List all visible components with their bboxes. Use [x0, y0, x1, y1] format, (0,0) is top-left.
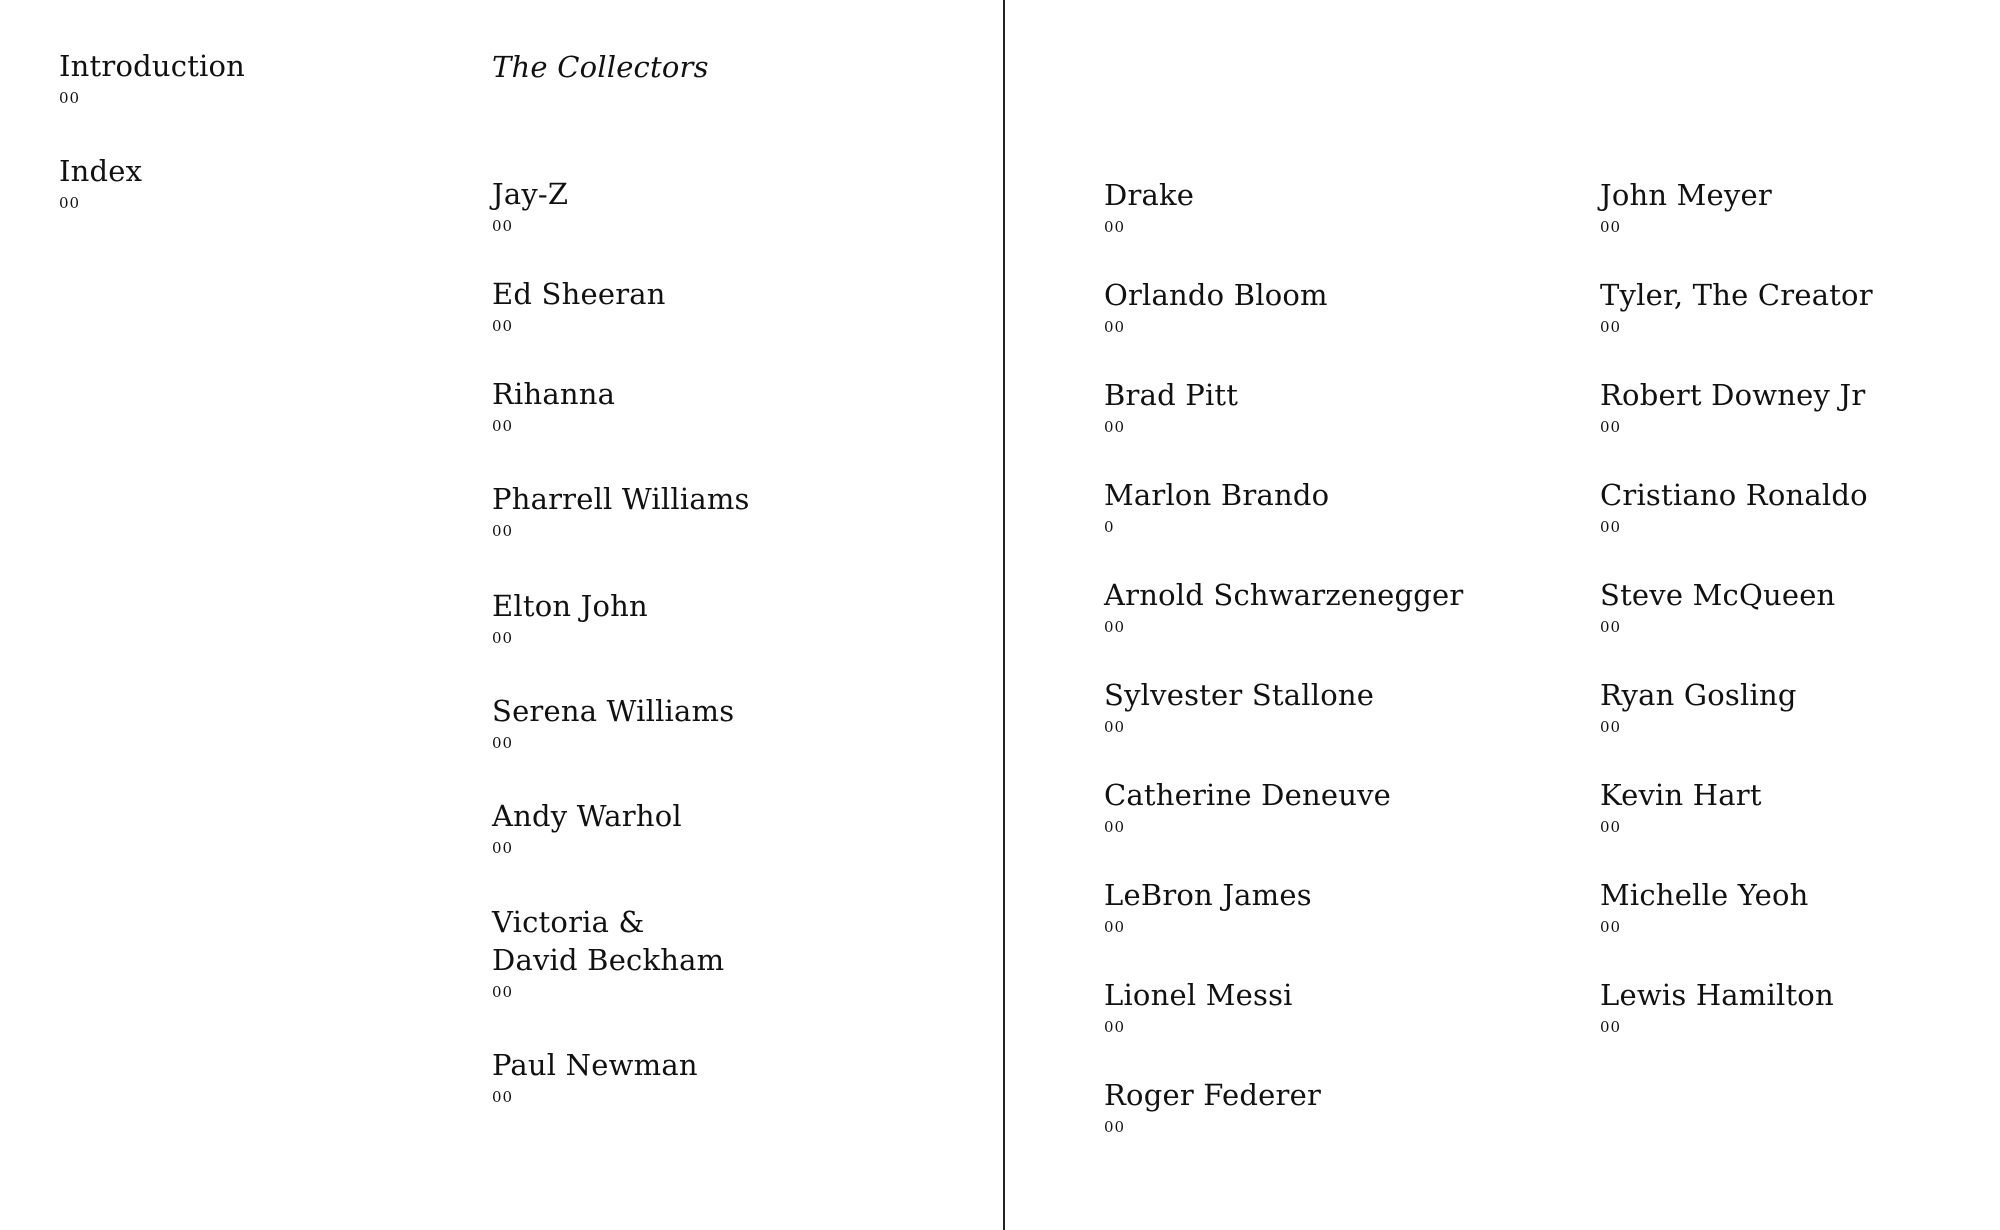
toc-entry[interactable]	[492, 903, 724, 1001]
toc-title: Jay-Z	[492, 177, 569, 211]
toc-entry[interactable]	[1104, 1076, 1321, 1136]
toc-page-number: 00	[1104, 918, 1126, 936]
toc-entry[interactable]	[492, 797, 682, 857]
toc-page-number: 00	[1600, 1018, 1622, 1036]
toc-title: Andy Warhol	[492, 799, 682, 833]
section-title: The Collectors	[492, 50, 709, 84]
toc-title: Roger Federer	[1104, 1078, 1322, 1112]
toc-page-number: 00	[1104, 318, 1126, 336]
toc-entry[interactable]	[1104, 676, 1374, 736]
toc-page-number: 00	[1600, 518, 1622, 536]
toc-page-number: 00	[1104, 218, 1126, 236]
toc-entry[interactable]	[492, 375, 615, 435]
toc-title: Pharrell Williams	[492, 482, 750, 516]
toc-title: Kevin Hart	[1600, 778, 1762, 812]
toc-title: Ryan Gosling	[1600, 678, 1797, 712]
toc-title: Cristiano Ronaldo	[1600, 478, 1868, 512]
toc-page-number: 00	[492, 983, 514, 1001]
toc-page-number: 00	[492, 1088, 514, 1106]
toc-title: Arnold Schwarzenegger	[1104, 578, 1464, 612]
page-gutter-divider	[1003, 0, 1005, 1230]
toc-title: Rihanna	[492, 377, 616, 411]
toc-entry[interactable]	[492, 480, 750, 540]
toc-page-number: 00	[1104, 718, 1126, 736]
toc-title: Index	[59, 154, 143, 188]
toc-page-number: 00	[1104, 1018, 1126, 1036]
toc-entry[interactable]	[1600, 376, 1865, 436]
toc-title: Michelle Yeoh	[1600, 878, 1809, 912]
toc-page-number: 00	[1600, 318, 1622, 336]
toc-title: Brad Pitt	[1104, 378, 1239, 412]
toc-title: Lewis Hamilton	[1600, 978, 1834, 1012]
section-heading	[492, 48, 709, 86]
toc-page-number: 00	[492, 839, 514, 857]
toc-entry[interactable]	[1600, 476, 1868, 536]
toc-page-number: 00	[1600, 818, 1622, 836]
toc-entry[interactable]	[1600, 676, 1797, 736]
toc-page-number: 00	[1104, 618, 1126, 636]
toc-page-number: 00	[492, 522, 514, 540]
toc-title: Robert Downey Jr	[1600, 378, 1866, 412]
toc-title-line1: Victoria &	[492, 905, 645, 939]
toc-title: Ed Sheeran	[492, 277, 666, 311]
toc-entry[interactable]	[1104, 176, 1194, 236]
toc-entry[interactable]	[1104, 476, 1329, 536]
toc-page-number: 00	[59, 194, 81, 212]
toc-page-number: 00	[1600, 618, 1622, 636]
toc-entry[interactable]	[1104, 876, 1312, 936]
toc-entry[interactable]	[1600, 276, 1873, 336]
toc-page-number: 00	[1104, 418, 1126, 436]
toc-title: LeBron James	[1104, 878, 1312, 912]
toc-entry[interactable]	[1104, 576, 1463, 636]
toc-entry[interactable]	[1600, 976, 1834, 1036]
toc-page-number: 00	[492, 217, 514, 235]
toc-entry[interactable]	[1600, 176, 1772, 236]
toc-page-number: 00	[1600, 718, 1622, 736]
toc-title: Drake	[1104, 178, 1195, 212]
toc-title: Sylvester Stallone	[1104, 678, 1375, 712]
toc-title: Paul Newman	[492, 1048, 698, 1082]
toc-entry[interactable]	[1104, 276, 1328, 336]
toc-entry[interactable]	[1600, 576, 1835, 636]
toc-title: Orlando Bloom	[1104, 278, 1328, 312]
toc-entry-index[interactable]	[59, 152, 142, 212]
toc-entry[interactable]	[492, 587, 648, 647]
toc-title: Catherine Deneuve	[1104, 778, 1392, 812]
toc-page-number: 00	[492, 629, 514, 647]
toc-entry[interactable]	[1104, 776, 1391, 836]
toc-title: Marlon Brando	[1104, 478, 1330, 512]
toc-title: Serena Williams	[492, 694, 735, 728]
toc-title: Lionel Messi	[1104, 978, 1293, 1012]
toc-page-number: 00	[492, 417, 514, 435]
toc-entry[interactable]	[1104, 376, 1238, 436]
toc-title: Steve McQueen	[1600, 578, 1836, 612]
toc-page-number: 00	[1104, 818, 1126, 836]
toc-entry[interactable]	[492, 275, 666, 335]
toc-entry[interactable]	[492, 175, 568, 235]
toc-title: Introduction	[59, 49, 246, 83]
toc-page-number: 00	[1600, 418, 1622, 436]
toc-title-line2: David Beckham	[492, 943, 725, 977]
toc-page-number: 00	[1600, 218, 1622, 236]
toc-title: Elton John	[492, 589, 648, 623]
toc-entry[interactable]	[492, 1046, 698, 1106]
toc-entry[interactable]	[1600, 776, 1762, 836]
toc-title: John Meyer	[1600, 178, 1772, 212]
toc-entry[interactable]	[1104, 976, 1293, 1036]
toc-entry[interactable]	[1600, 876, 1809, 936]
toc-title: Tyler, The Creator	[1600, 278, 1873, 312]
toc-page-number: 00	[1600, 918, 1622, 936]
toc-page-number: 0	[1104, 518, 1115, 536]
toc-page-number: 00	[492, 317, 514, 335]
toc-page-number: 00	[59, 89, 81, 107]
toc-page-number: 00	[492, 734, 514, 752]
toc-entry[interactable]	[492, 692, 734, 752]
right-page	[1006, 0, 2000, 1230]
toc-page-number: 00	[1104, 1118, 1126, 1136]
toc-entry-introduction[interactable]	[59, 47, 245, 107]
